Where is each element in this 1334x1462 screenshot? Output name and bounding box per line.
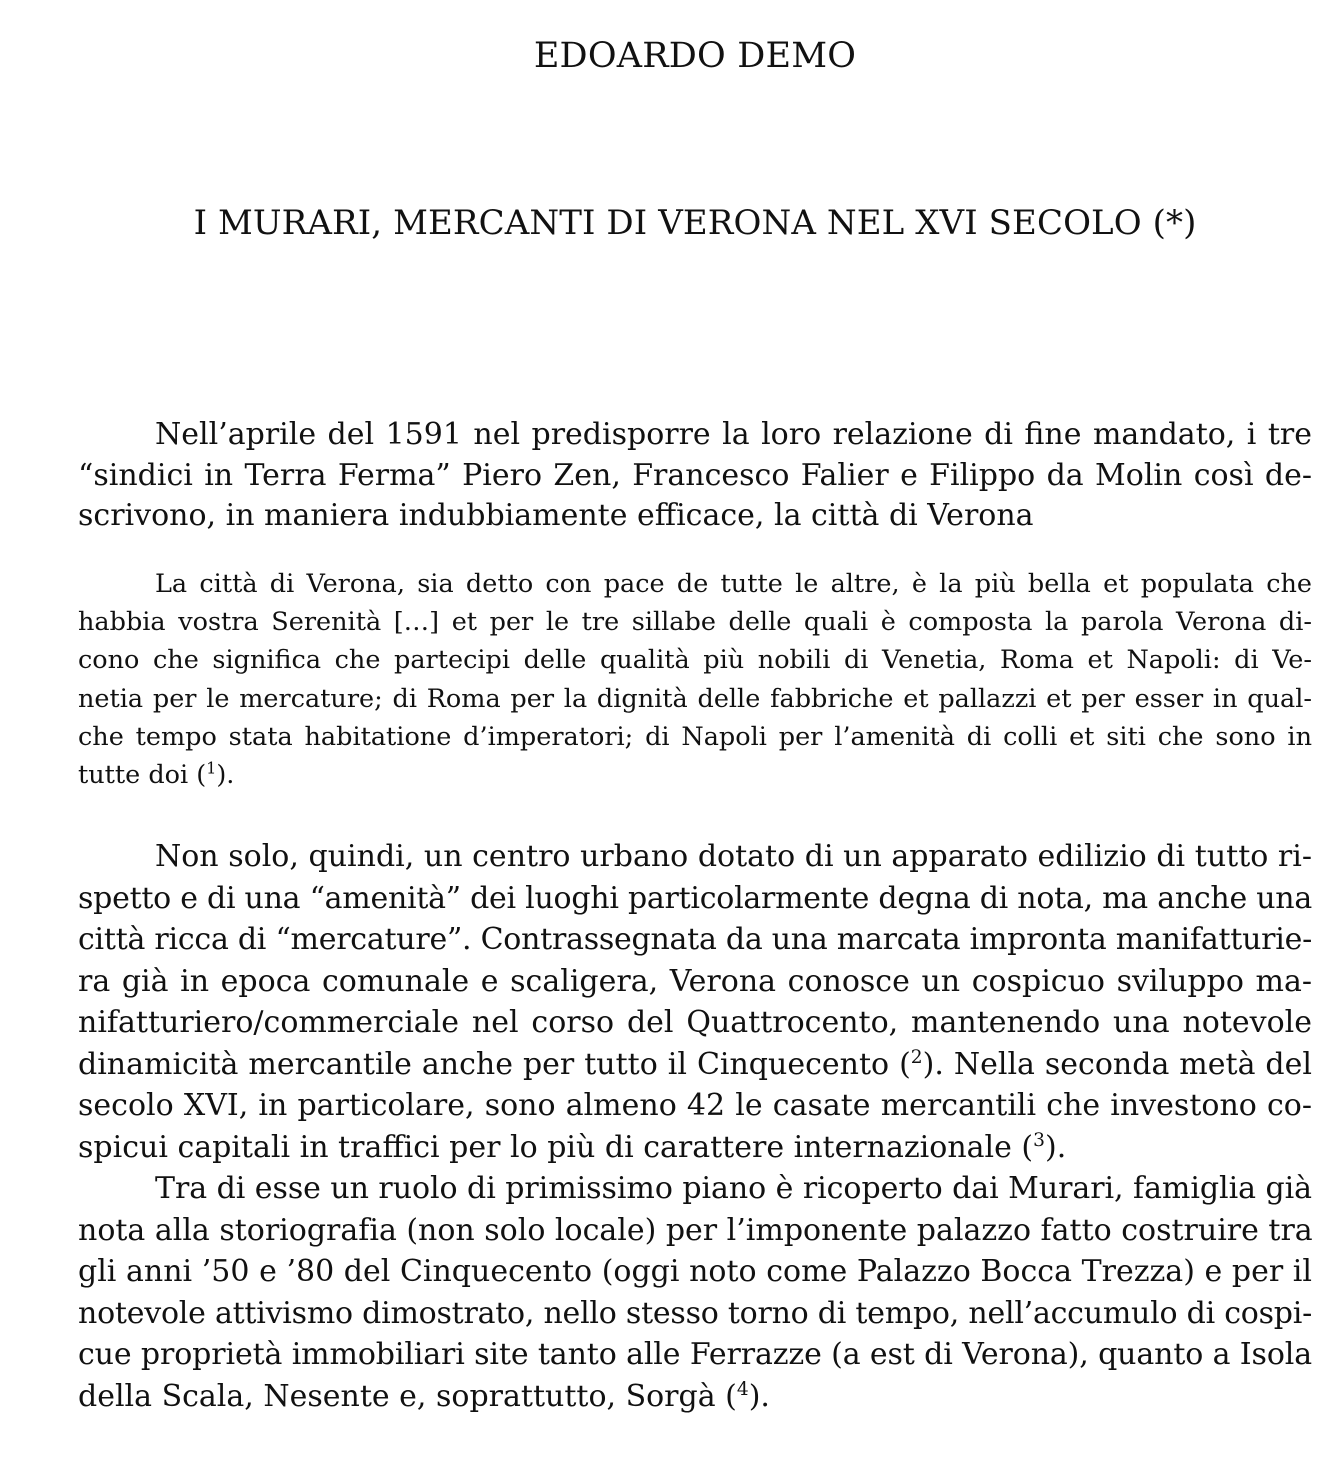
quote-line-end: ). bbox=[216, 760, 235, 791]
text-segment: ). bbox=[1044, 1129, 1067, 1165]
text-segment: dinamicità mercantile anche per tutto il Cinquecento ( bbox=[78, 1046, 911, 1082]
text-line: scrivono, in maniera indubbiamente efficace, la città di Verona bbox=[78, 498, 1034, 533]
main-body bbox=[78, 836, 1312, 1417]
footnote-marker: 1 bbox=[206, 758, 217, 778]
footnote-marker: 2 bbox=[910, 1046, 923, 1068]
footnote-marker: 3 bbox=[1033, 1129, 1045, 1151]
text-line: nota alla storiografia (non solo locale) per l’imponente palazzo fatto costruire tra bbox=[78, 1212, 1313, 1248]
quote-line: netia per le mercature; di Roma per la dignità delle fabbriche et pallazzi et per esser in qual- bbox=[78, 683, 1312, 714]
quote-line: habbia vostra Serenità […] et per le tre sillabe delle quali è composta la parola Verona di- bbox=[78, 607, 1312, 638]
text-line: Non solo, quindi, un centro urbano dotato di un apparato edilizio di tutto ri- bbox=[155, 839, 1312, 874]
text-segment: ). bbox=[748, 1378, 770, 1414]
text-line: “sindici in Terra Ferma” Piero Zen, Francesco Falier e Filippo da Molin così de- bbox=[78, 457, 1312, 493]
quote-line: che tempo stata habitatione d’imperatori; di Napoli per l’amenità di colli et siti che sono in bbox=[78, 721, 1312, 752]
text-line: gli anni ’50 e ’80 del Cinquecento (oggi noto come Palazzo Bocca Trezza) e per il bbox=[78, 1254, 1312, 1289]
text-line bbox=[78, 1044, 1312, 1086]
text-line: Tra di esse un ruolo di primissimo piano è ricoperto dai Murari, famiglia già bbox=[155, 1171, 1312, 1206]
text-line: ra già in epoca comunale e scaligera, Verona conosce un cospicuo sviluppo ma- bbox=[78, 963, 1312, 999]
author-name: EDOARDO DEMO bbox=[533, 36, 857, 76]
text-line: cue proprietà immobiliari site tanto alle Ferrazze (a est di Verona), quanto a Isola bbox=[78, 1337, 1312, 1372]
text-segment: della Scala, Nesente e, soprattutto, Sorgà ( bbox=[78, 1378, 737, 1414]
text-segment: ). Nella seconda metà del bbox=[922, 1046, 1312, 1082]
text-line: Nell’aprile del 1591 nel predisporre la loro relazione di fine mandato, i tre bbox=[155, 417, 1312, 452]
article-title: I MURARI, MERCANTI DI VERONA NEL XVI SECOLO (*) bbox=[193, 203, 1197, 243]
text-line bbox=[78, 1376, 1312, 1418]
text-line bbox=[78, 1127, 1312, 1169]
text-line: notevole attivismo dimostrato, nello stesso torno di tempo, nell’accumulo di cospi- bbox=[78, 1295, 1312, 1331]
quote-line: cono che significa che partecipi delle qualità più nobili di Venetia, Roma et Napoli: di Ve- bbox=[78, 645, 1312, 676]
text-line: città ricca di “mercature”. Contrassegnata da una marcata impronta manifatturie- bbox=[78, 922, 1312, 957]
text-line: secolo XVI, in particolare, sono almeno 42 le casate mercantili che investono co- bbox=[78, 1088, 1312, 1123]
footnote-marker: 4 bbox=[736, 1378, 749, 1400]
text-line: spetto e di una “amenità” dei luoghi particolarmente degna di nota, ma anche una bbox=[78, 880, 1312, 916]
text-segment: spicui capitali in traffici per lo più di carattere internazionale ( bbox=[78, 1129, 1034, 1165]
quote-line: La città di Verona, sia detto con pace de tutte le altre, è la più bella et populata che bbox=[155, 569, 1312, 599]
quote-line bbox=[78, 756, 1312, 794]
text-line: nifatturiero/commerciale nel corso del Quattrocento, mantenendo una notevole bbox=[78, 1005, 1312, 1040]
quote-line-text: tutte doi ( bbox=[78, 760, 207, 791]
intro-paragraph bbox=[78, 415, 1312, 537]
block-quote bbox=[78, 565, 1312, 794]
